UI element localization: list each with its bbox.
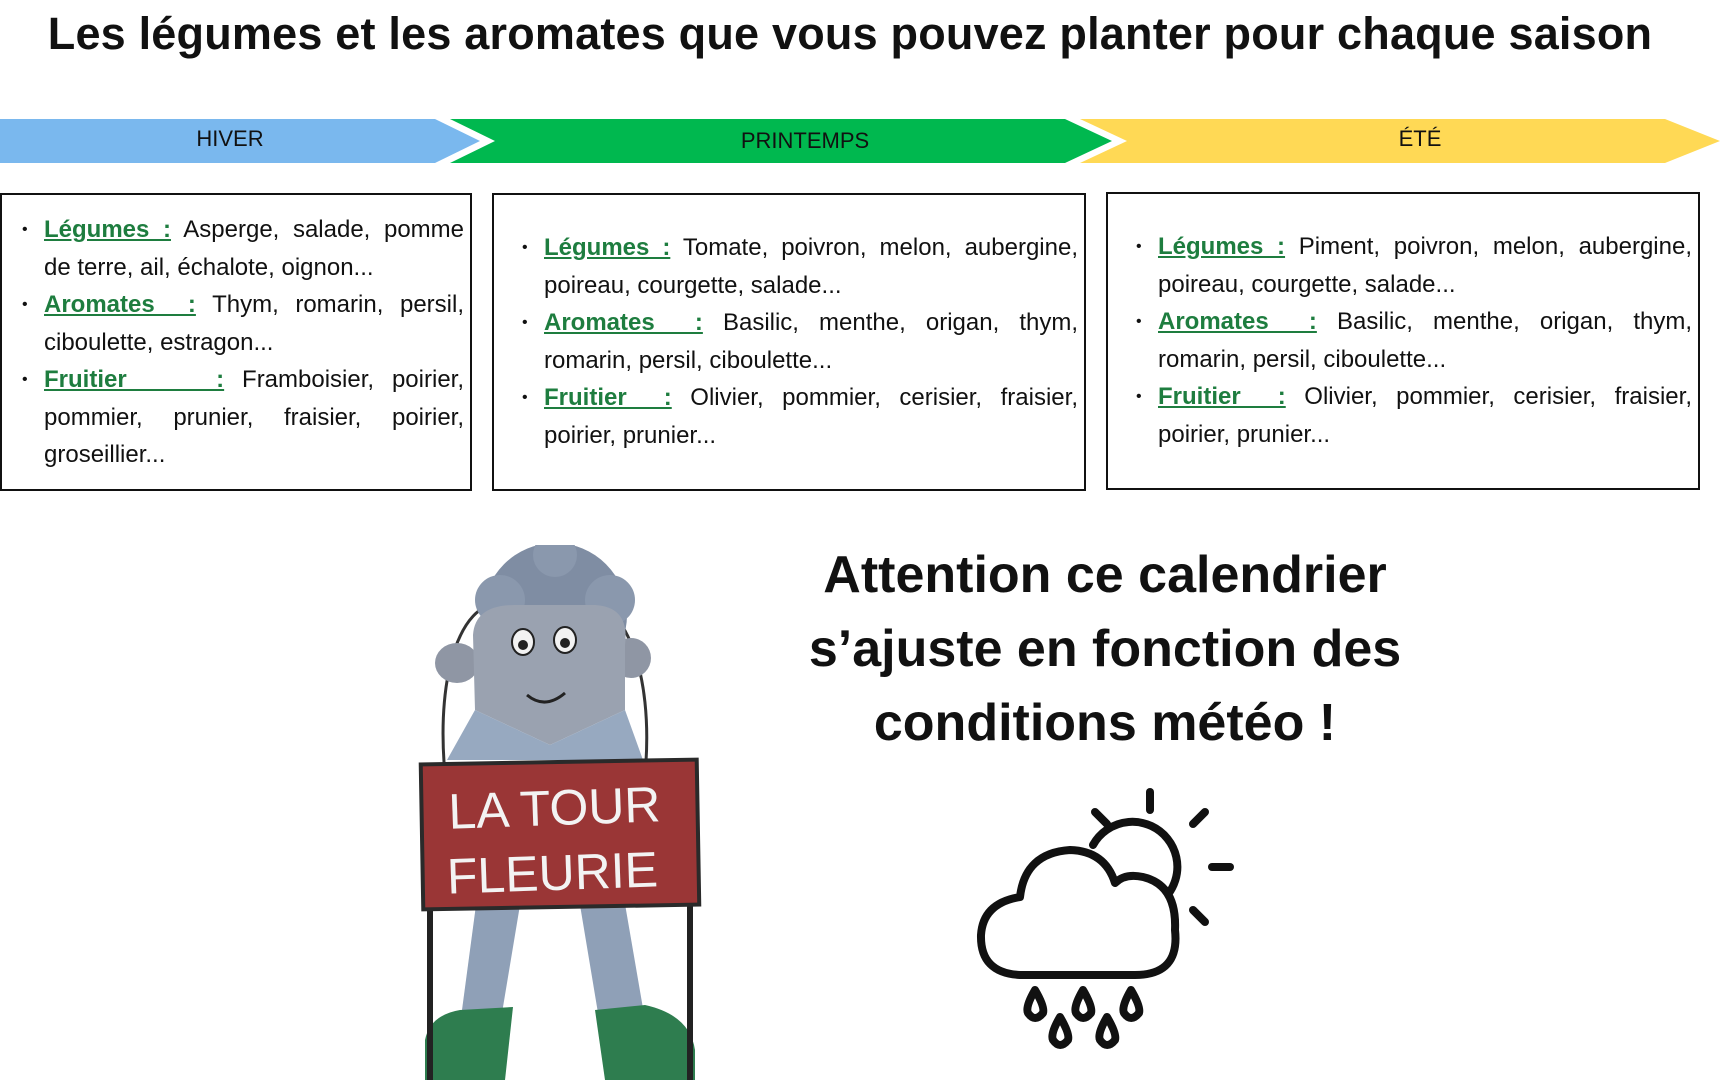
category-text: Asperge, salade, pomme de terre, ail, échalote, oignon... (44, 216, 464, 281)
plant-list-hiver (2, 195, 470, 474)
category-text: Thym, romarin, persil, ciboulette, estragon... (44, 291, 464, 356)
cloud-rain-sun-icon (975, 785, 1235, 1055)
list-item (1158, 378, 1698, 453)
list-item (1158, 228, 1698, 303)
category-text: Basilic, menthe, origan, thym, romarin, persil, ciboulette... (1158, 308, 1692, 373)
mascot-sign (405, 545, 715, 1080)
season-box-printemps (492, 193, 1086, 491)
list-item (544, 229, 1084, 304)
list-item (44, 286, 470, 361)
season-label-hiver: HIVER (196, 126, 264, 151)
list-item (44, 361, 470, 474)
season-label-ete: ÉTÉ (1398, 126, 1442, 151)
season-box-hiver (0, 193, 472, 491)
category-label: Fruitier : (44, 366, 225, 393)
plant-list-ete (1108, 194, 1698, 453)
weather-warning (760, 538, 1450, 760)
category-label: Fruitier : (544, 384, 672, 411)
category-text: Olivier, pommier, cerisier, fraisier, poirier, prunier... (1158, 383, 1692, 448)
list-item (544, 379, 1084, 454)
list-item (544, 304, 1084, 379)
category-text: Piment, poivron, melon, aubergine, poireau, courgette, salade... (1158, 233, 1692, 298)
category-label: Aromates : (44, 291, 196, 318)
category-text: Framboisier, poirier, pommier, prunier, fraisier, poirier, groseillier... (44, 366, 464, 468)
category-label: Légumes : (1158, 233, 1286, 260)
category-label: Aromates : (1158, 308, 1317, 335)
warning-line: conditions météo ! (873, 694, 1337, 752)
category-label: Aromates : (544, 309, 703, 336)
list-item (44, 211, 470, 286)
page-title: Les légumes et les aromates que vous pouvez planter pour chaque saison (47, 8, 1653, 59)
warning-line: Attention ce calendrier (823, 546, 1387, 604)
category-text: Olivier, pommier, cerisier, fraisier, poirier, prunier... (544, 384, 1078, 449)
list-item (1158, 303, 1698, 378)
warning-line: s’ajuste en fonction des (808, 620, 1402, 678)
plant-list-printemps (494, 195, 1084, 454)
sign-text-line1: LA TOUR (447, 776, 662, 840)
category-label: Légumes : (544, 234, 671, 261)
season-label-printemps: PRINTEMPS (740, 128, 870, 153)
season-box-ete (1106, 192, 1700, 490)
category-text: Tomate, poivron, melon, aubergine, poireau, courgette, salade... (544, 234, 1078, 299)
category-label: Fruitier : (1158, 383, 1286, 410)
category-text: Basilic, menthe, origan, thym, romarin, persil, ciboulette... (544, 309, 1078, 374)
sign-text-line2: FLEURIE (445, 841, 659, 905)
category-label: Légumes : (44, 216, 171, 243)
